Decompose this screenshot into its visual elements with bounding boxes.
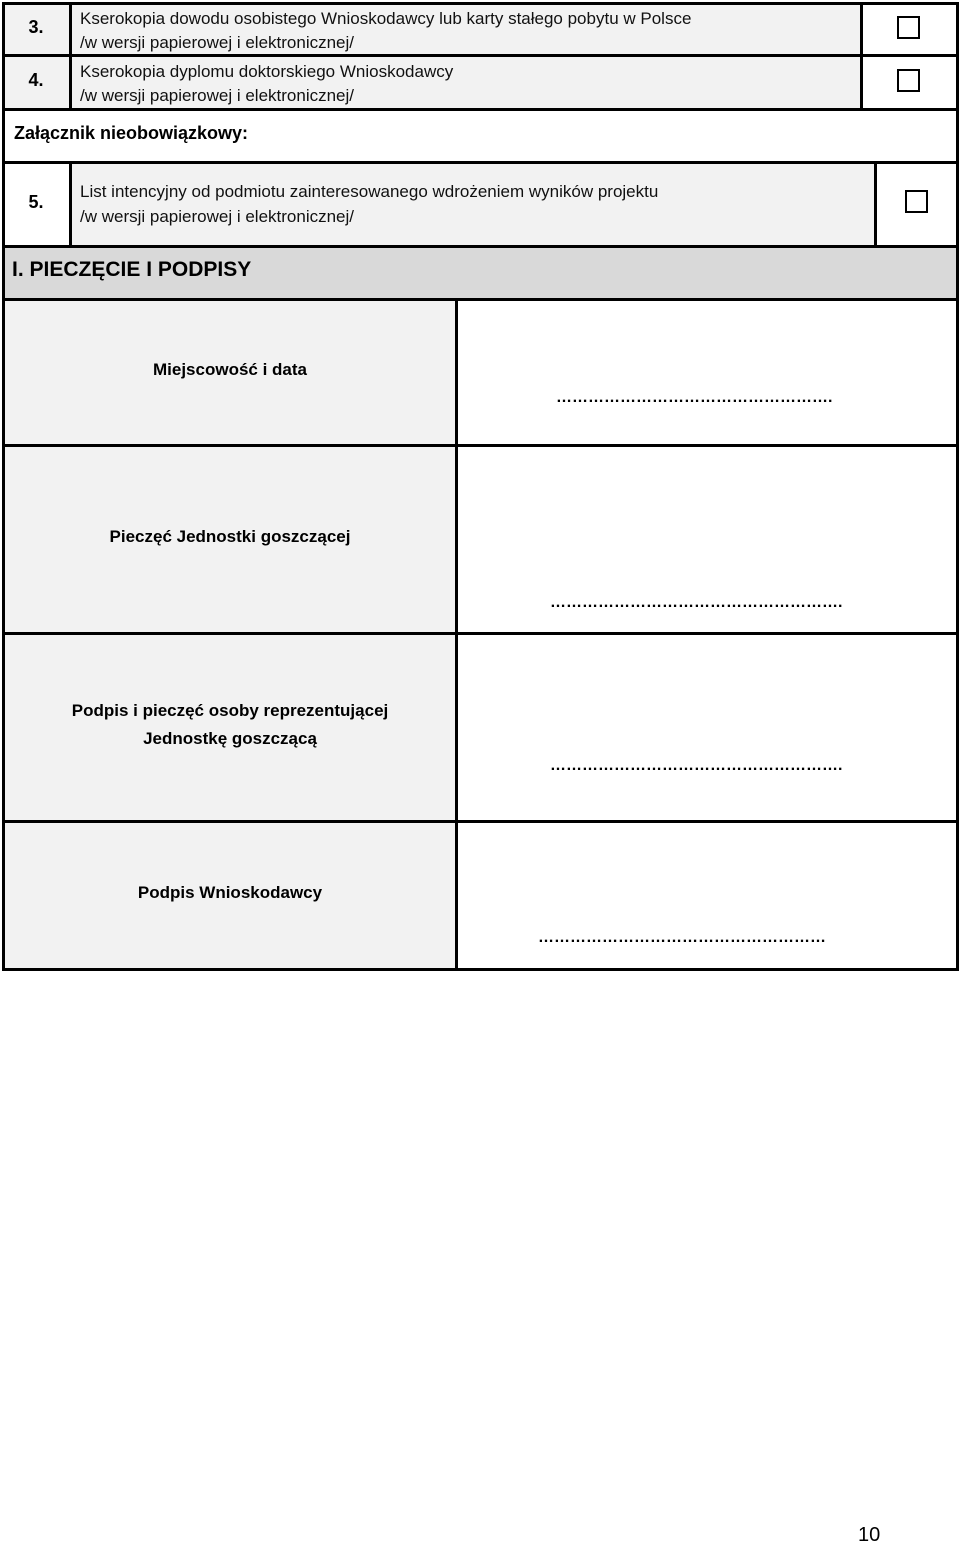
host-stamp-dots: ………………………………………………. xyxy=(550,594,843,611)
signature-value-cell xyxy=(455,298,959,446)
item-number: 5. xyxy=(28,192,44,212)
place-date-dots: ……………………………………………. xyxy=(556,389,833,406)
item-number: 4. xyxy=(28,70,44,90)
item-description-line2: /w wersji papierowej i elektronicznej/ xyxy=(80,207,355,226)
optional-header: Załącznik nieobowiązkowy: xyxy=(14,123,249,143)
applicant-signature-label: Podpis Wnioskodawcy xyxy=(137,883,323,902)
signature-value-cell xyxy=(455,632,959,822)
host-stamp-label: Pieczęć Jednostki goszczącej xyxy=(109,527,351,546)
item-3-checkbox[interactable] xyxy=(897,16,920,39)
item-4-checkbox[interactable] xyxy=(897,69,920,92)
item-description-line2: /w wersji papierowej i elektronicznej/ xyxy=(80,86,355,105)
applicant-signature-dots: ……………………………………………… xyxy=(538,929,826,946)
item-description-line1: List intencyjny od podmiotu zainteresowanego wdrożeniem wyników projektu xyxy=(80,182,659,201)
item-description-line1: Kserokopia dyplomu doktorskiego Wnioskodawcy xyxy=(80,62,454,81)
place-date-label: Miejscowość i data xyxy=(153,360,307,379)
representative-label-line1: Podpis i pieczęć osoby reprezentującej xyxy=(71,701,389,720)
signature-value-cell xyxy=(455,820,959,971)
page-number: 10 xyxy=(858,1524,881,1546)
representative-dots: ………………………………………………. xyxy=(550,757,843,774)
item-description-line1: Kserokopia dowodu osobistego Wnioskodawcy lub karty stałego pobytu w Polsce xyxy=(80,9,692,28)
section-title: I. PIECZĘCIE I PODPISY xyxy=(12,258,252,281)
item-description-line2: /w wersji papierowej i elektronicznej/ xyxy=(80,33,355,52)
item-number: 3. xyxy=(28,17,44,37)
representative-label-line2: Jednostkę goszczącą xyxy=(143,729,317,748)
item-5-checkbox[interactable] xyxy=(905,190,928,213)
